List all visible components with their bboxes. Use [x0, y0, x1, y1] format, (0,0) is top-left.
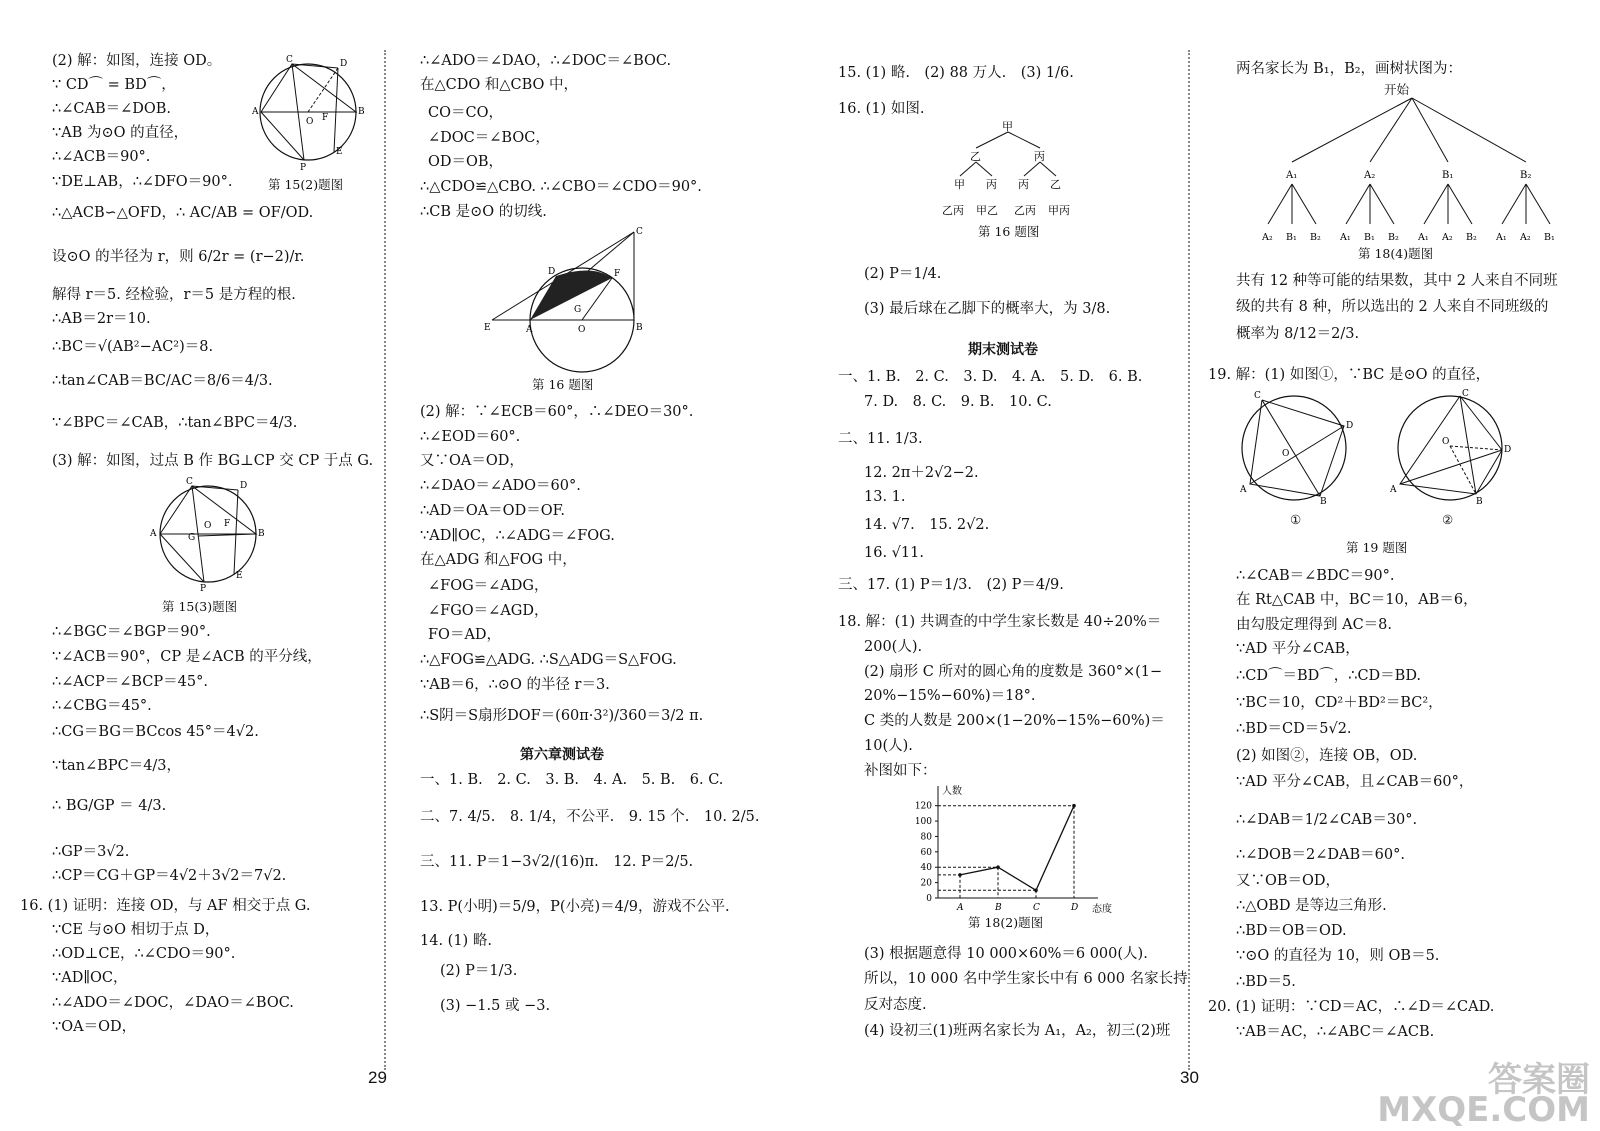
col2-line: ∠FGO＝∠AGD，: [428, 603, 549, 619]
tree-leaf: B₁: [1286, 232, 1297, 243]
col3-line: 12. 2π＋2√2−2.: [864, 465, 979, 481]
data-point: [1034, 889, 1038, 893]
col1-line: ∴CP＝CG＋GP＝4√2＋3√2＝7√2.: [52, 868, 287, 884]
series-line: [960, 806, 1074, 891]
x-tick-label: B: [995, 903, 1002, 913]
y-tick-label: 0: [926, 894, 932, 904]
ball-tree-root: 甲: [1002, 120, 1013, 133]
ball-tree-node-c2: 丙: [1018, 178, 1029, 191]
col2-line: ∴△FOG≌△ADG. ∴S△ADG＝S△FOG.: [420, 652, 677, 668]
svg-text:G: G: [574, 305, 582, 315]
page-number-30: 30: [1180, 1068, 1199, 1087]
col1-line: ∴∠CAB＝∠DOB.: [52, 101, 172, 117]
col3-line: 反对态度.: [864, 997, 927, 1013]
data-point: [996, 865, 1000, 869]
watermark: [1377, 1060, 1590, 1130]
svg-text:O: O: [1282, 449, 1290, 459]
svg-text:D: D: [240, 481, 248, 491]
svg-text:D: D: [548, 267, 556, 277]
caption-19-circle-2: ②: [1442, 512, 1454, 527]
ball-tree-node-a: 乙: [970, 150, 981, 163]
col2-line: 13. P(小明)＝5/9，P(小亮)＝4/9，游戏不公平.: [420, 899, 730, 915]
svg-text:D: D: [340, 59, 348, 69]
svg-text:F: F: [224, 519, 231, 529]
ball-tree-node-b: 丙: [1034, 150, 1045, 163]
col3-line: 18. 解：(1) 共调查的中学生家长数是 40÷20%＝: [838, 614, 1162, 630]
col3-line: (2) P＝1/4.: [864, 266, 942, 282]
col2-line: 又∵OA＝OD，: [420, 453, 524, 469]
svg-text:F: F: [322, 113, 329, 123]
x-tick-label: A: [957, 903, 964, 913]
col1-line: ∵ CD⌒ = BD⌒，: [52, 77, 176, 93]
svg-text:A: A: [252, 107, 259, 117]
col2-line: 二、7. 4/5. 8. 1/4，不公平. 9. 15 个. 10. 2/5.: [420, 809, 760, 825]
tree-node-3: B₂: [1520, 170, 1532, 181]
col1-line: ∴∠BGC＝∠BGP＝90°.: [52, 624, 211, 640]
col1-line: ∴CG＝BG＝BCcos 45°＝4√2.: [52, 724, 259, 740]
col1-line: ∴OD⊥CE，∴∠CDO＝90°.: [52, 946, 236, 962]
col1-line: ∴GP＝3√2.: [52, 844, 130, 860]
col4-line: ∴CD⌒＝BD⌒，∴CD＝BD.: [1236, 668, 1422, 684]
col2-line: 在△CDO 和△CBO 中，: [420, 77, 579, 93]
ball-tree-node-c0: 甲: [954, 178, 965, 191]
col1-line: 解得 r＝5. 经检验，r＝5 是方程的根.: [52, 287, 296, 303]
col4-line: ∵BC＝10，CD²＋BD²＝BC²，: [1236, 695, 1443, 711]
watermark-url: MXQE.COM: [1377, 1090, 1590, 1130]
col3-line: 二、11. 1/3.: [838, 431, 923, 447]
figure-16-ball-tree: [938, 118, 1088, 222]
col1-line: ∴∠CBG＝45°.: [52, 698, 152, 714]
col3-line: 期末测试卷: [968, 342, 1038, 358]
ball-tree-leaf-d1: 甲乙: [976, 204, 998, 217]
figure-19-2: [1388, 388, 1518, 506]
tree-leaf: B₁: [1364, 232, 1375, 243]
col3-line: (3) 根据题意得 10 000×60%＝6 000(人).: [864, 946, 1148, 962]
svg-text:E: E: [484, 323, 491, 333]
col1-line: ∵∠ACB＝90°，CP 是∠ACB 的平分线，: [52, 649, 322, 665]
svg-text:A: A: [1240, 485, 1247, 495]
svg-text:C: C: [636, 227, 643, 237]
figure-15-3: [148, 478, 268, 593]
col1-line: ∴△ACB∽△OFD，∴ AC/AB = OF/OD.: [52, 205, 314, 221]
col4-line: 共有 12 种等可能的结果数，其中 2 人来自不同班: [1236, 273, 1558, 289]
col4-line: ∴BD＝CD＝5√2.: [1236, 721, 1352, 737]
tree-leaf: A₁: [1418, 232, 1429, 243]
col2-line: ∴∠EOD＝60°.: [420, 429, 521, 445]
col1-line: ∴∠ADO＝∠DOC，∠DAO＝∠BOC.: [52, 995, 294, 1011]
caption-16-left: 第 16 题图: [532, 377, 594, 392]
svg-text:O: O: [306, 117, 314, 127]
y-tick-label: 60: [920, 847, 932, 858]
col4-line: ∴BD＝5.: [1236, 974, 1296, 990]
caption-18-4: 第 18(4)题图: [1358, 246, 1434, 261]
col4-line: ∵⊙O 的直径为 10，则 OB＝5.: [1236, 948, 1440, 964]
col1-line: (3) 解：如图，过点 B 作 BG⊥CP 交 CP 于点 G.: [52, 453, 374, 469]
svg-text:G: G: [188, 533, 196, 543]
col1-line: 设⊙O 的半径为 r，则 6/2r = (r−2)/r.: [52, 249, 305, 265]
y-tick-label: 80: [920, 832, 932, 843]
col2-line: ∵AD∥OC，∴∠ADG＝∠FOG.: [420, 528, 615, 544]
col4-line: 在 Rt△CAB 中，BC＝10，AB＝6，: [1236, 592, 1478, 608]
col4-line: 级的共有 8 种，所以选出的 2 人来自不同班级的: [1236, 299, 1549, 315]
col4-line: 由勾股定理得到 AC＝8.: [1236, 617, 1393, 633]
caption-15-3: 第 15(3)题图: [162, 599, 238, 614]
col2-line: ∴∠DAO＝∠ADO＝60°.: [420, 478, 581, 494]
svg-text:B: B: [1320, 497, 1327, 507]
col3-line: 一、1. B. 2. C. 3. D. 4. A. 5. D. 6. B.: [838, 369, 1143, 385]
caption-19-circle-1: ①: [1290, 512, 1302, 527]
col4-line: ∵AD 平分∠CAB，且∠CAB＝60°，: [1236, 774, 1474, 790]
col2-line: 第六章测试卷: [520, 747, 604, 763]
col3-line: 10(人).: [864, 738, 913, 754]
svg-text:O: O: [1442, 437, 1450, 447]
col3-line: 所以，10 000 名中学生家长中有 6 000 名家长持: [864, 971, 1188, 987]
watermark-logo-text: 答案圈: [1488, 1060, 1590, 1100]
y-tick-label: 120: [914, 801, 932, 812]
col2-line: (3) −1.5 或 −3.: [440, 998, 551, 1014]
col3-line: 20%−15%−60%)＝18°.: [864, 688, 1036, 704]
svg-text:P: P: [300, 163, 307, 173]
col1-line: ∴tan∠CAB＝BC/AC＝8/6＝4/3.: [52, 373, 273, 389]
col4-line: 概率为 8/12＝2/3.: [1236, 326, 1360, 342]
y-tick-label: 100: [914, 817, 932, 828]
tree-node-2: B₁: [1442, 170, 1454, 181]
svg-text:D: D: [1346, 421, 1354, 431]
page-number-29: 29: [368, 1068, 387, 1087]
col2-line: CO＝CO，: [428, 105, 503, 121]
y-axis-label: 人数: [942, 786, 962, 797]
svg-text:C: C: [1254, 391, 1261, 401]
svg-text:A: A: [150, 529, 157, 539]
col4-line: ∴∠CAB＝∠BDC＝90°.: [1236, 568, 1395, 584]
col3-line: 14. √7. 15. 2√2.: [864, 517, 990, 533]
col4-line: 19. 解：(1) 如图①，∵BC 是⊙O 的直径，: [1208, 367, 1491, 383]
col1-line: ∵OA＝OD，: [52, 1019, 137, 1035]
col1-line: ∴BC＝√(AB²−AC²)＝8.: [52, 339, 214, 355]
figure-15-2: [252, 52, 365, 173]
column-divider: [384, 50, 386, 1070]
col4-line: ∴∠DOB＝2∠DAB＝60°.: [1236, 847, 1405, 863]
tree-leaf: B₂: [1466, 232, 1477, 243]
x-tick-label: D: [1071, 903, 1079, 913]
col2-line: 14. (1) 略.: [420, 933, 492, 949]
y-tick-label: 40: [920, 863, 932, 874]
col3-line: 13. 1.: [864, 489, 906, 505]
col2-line: OD＝OB，: [428, 154, 504, 170]
svg-text:A: A: [526, 325, 533, 335]
col2-line: 三、11. P＝1−3√2/(16)π. 12. P＝2/5.: [420, 854, 694, 870]
col2-line: ∴∠ADO＝∠DAO，∴∠DOC＝∠BOC.: [420, 53, 672, 69]
col3-line: 200(人).: [864, 639, 923, 655]
svg-text:B: B: [1476, 497, 1483, 507]
tree-diagram-18-4: [1262, 96, 1562, 244]
tree-node-0: A₁: [1286, 170, 1298, 181]
col3-line: (3) 最后球在乙脚下的概率大，为 3/8.: [864, 301, 1111, 317]
col1-line: ∵CE 与⊙O 相切于点 D，: [52, 922, 220, 938]
svg-text:C: C: [186, 477, 193, 487]
tree-leaf: A₂: [1262, 232, 1273, 243]
col2-line: ∠DOC＝∠BOC，: [428, 130, 550, 146]
col1-line: ∵tan∠BPC＝4/3，: [52, 758, 182, 774]
col1-line: 16. (1) 证明：连接 OD，与 AF 相交于点 G.: [20, 898, 311, 914]
svg-text:O: O: [204, 521, 212, 531]
caption-15-2: 第 15(2)题图: [268, 177, 344, 192]
col2-line: ∠FOG＝∠ADG，: [428, 578, 549, 594]
svg-text:B: B: [358, 107, 365, 117]
y-tick-label: 20: [920, 878, 932, 889]
col2-line: ∴AD＝OA＝OD＝OF.: [420, 503, 565, 519]
tree-leaf: A₁: [1496, 232, 1507, 243]
col3-line: C 类的人数是 200×(1−20%−15%−60%)＝: [864, 713, 1165, 729]
col4-line: 又∵OB＝OD，: [1236, 873, 1341, 889]
svg-text:E: E: [236, 571, 243, 581]
tree-leaf: A₁: [1340, 232, 1351, 243]
col1-line: ∵AB 为⊙O 的直径，: [52, 125, 189, 141]
col2-line: ∴S阴＝S扇形DOF＝(60π·3²)/360＝3/2 π.: [420, 708, 704, 724]
svg-text:O: O: [578, 325, 586, 335]
col1-line: (2) 解：如图，连接 OD。: [52, 53, 222, 69]
tree-leaf: B₁: [1544, 232, 1555, 243]
svg-text:A: A: [1390, 485, 1397, 495]
data-point: [1072, 804, 1076, 808]
svg-text:P: P: [200, 584, 207, 594]
caption-18-2: 第 18(2)题图: [968, 915, 1044, 930]
col4-line: ∴∠DAB＝1/2∠CAB＝30°.: [1236, 812, 1418, 828]
col3-line: 15. (1) 略. (2) 88 万人. (3) 1/6.: [838, 65, 1074, 81]
caption-16-right: 第 16 题图: [978, 224, 1040, 239]
col2-line: (2) P＝1/3.: [440, 963, 518, 979]
col3-line: 16. √11.: [864, 545, 924, 561]
col3-line: 16. (1) 如图.: [838, 101, 925, 117]
col4-line: ∵AB＝AC，∴∠ABC＝∠ACB.: [1236, 1024, 1435, 1040]
col1-line: ∴∠ACB＝90°.: [52, 149, 151, 165]
col3-line: 三、17. (1) P＝1/3. (2) P＝4/9.: [838, 577, 1064, 593]
col3-line: (4) 设初三(1)班两名家长为 A₁，A₂，初三(2)班: [864, 1023, 1171, 1039]
x-tick-label: C: [1033, 903, 1040, 913]
col3-line: 补图如下：: [864, 763, 937, 779]
caption-19: 第 19 题图: [1346, 540, 1408, 555]
svg-text:B: B: [258, 529, 265, 539]
col1-line: ∴∠ACP＝∠BCP＝45°.: [52, 674, 208, 690]
svg-text:D: D: [1504, 445, 1512, 455]
figure-19-1: [1232, 388, 1362, 506]
x-axis-label: 态度: [1092, 904, 1112, 915]
ball-tree-node-c1: 丙: [986, 178, 997, 191]
col1-line: ∴ BG/GP ＝ 4/3.: [52, 798, 167, 814]
col2-line: FO＝AD，: [428, 627, 502, 643]
svg-text:C: C: [286, 55, 293, 65]
svg-text:F: F: [614, 269, 621, 279]
ball-tree-node-c3: 乙: [1050, 178, 1061, 191]
ball-tree-leaf-d3: 甲丙: [1048, 204, 1070, 217]
col2-line: ∴△CDO≌△CBO. ∴∠CBO＝∠CDO＝90°.: [420, 179, 702, 195]
col1-line: ∵DE⊥AB，∴∠DFO＝90°.: [52, 174, 233, 190]
svg-text:B: B: [636, 323, 643, 333]
chart-18-2: [908, 780, 1112, 915]
col2-line: (2) 解：∵∠ECB＝60°，∴∠DEO＝30°.: [420, 404, 694, 420]
figure-16-tangent: [482, 224, 652, 364]
col2-line: 在△ADG 和△FOG 中，: [420, 552, 577, 568]
tree-start-label: 开始: [1384, 82, 1410, 97]
tree-leaf: B₂: [1388, 232, 1399, 243]
col4-line: 两名家长为 B₁，B₂，画树状图为：: [1236, 61, 1463, 77]
svg-text:E: E: [336, 147, 343, 157]
tree-node-1: A₂: [1364, 170, 1376, 181]
col2-line: ∴CB 是⊙O 的切线.: [420, 204, 547, 220]
col1-line: ∵AD∥OC，: [52, 970, 128, 986]
col3-line: (2) 扇形 C 所对的圆心角的度数是 360°×(1−: [864, 664, 1163, 680]
col4-line: 20. (1) 证明：∵CD＝AC，∴∠D＝∠CAD.: [1208, 999, 1495, 1015]
ball-tree-leaf-d0: 乙丙: [942, 204, 964, 217]
col1-line: ∵∠BPC＝∠CAB，∴tan∠BPC＝4/3.: [52, 415, 298, 431]
col4-line: ∴BD＝OB＝OD.: [1236, 923, 1347, 939]
col3-line: 7. D. 8. C. 9. B. 10. C.: [864, 394, 1052, 410]
data-point: [958, 873, 962, 877]
col1-line: ∴AB＝2r＝10.: [52, 311, 151, 327]
tree-leaf: B₂: [1310, 232, 1321, 243]
col4-line: ∴△OBD 是等边三角形.: [1236, 898, 1387, 914]
column-divider-right: [1188, 50, 1190, 1070]
col2-line: ∵AB＝6，∴⊙O 的半径 r＝3.: [420, 677, 610, 693]
col4-line: ∵AD 平分∠CAB，: [1236, 641, 1360, 657]
tree-leaf: A₂: [1442, 232, 1453, 243]
svg-text:C: C: [1462, 389, 1469, 399]
col4-line: (2) 如图②，连接 OB，OD.: [1236, 748, 1418, 764]
tree-leaf: A₂: [1520, 232, 1531, 243]
col2-line: 一、1. B. 2. C. 3. B. 4. A. 5. B. 6. C.: [420, 772, 724, 788]
ball-tree-leaf-d2: 乙丙: [1014, 204, 1036, 217]
